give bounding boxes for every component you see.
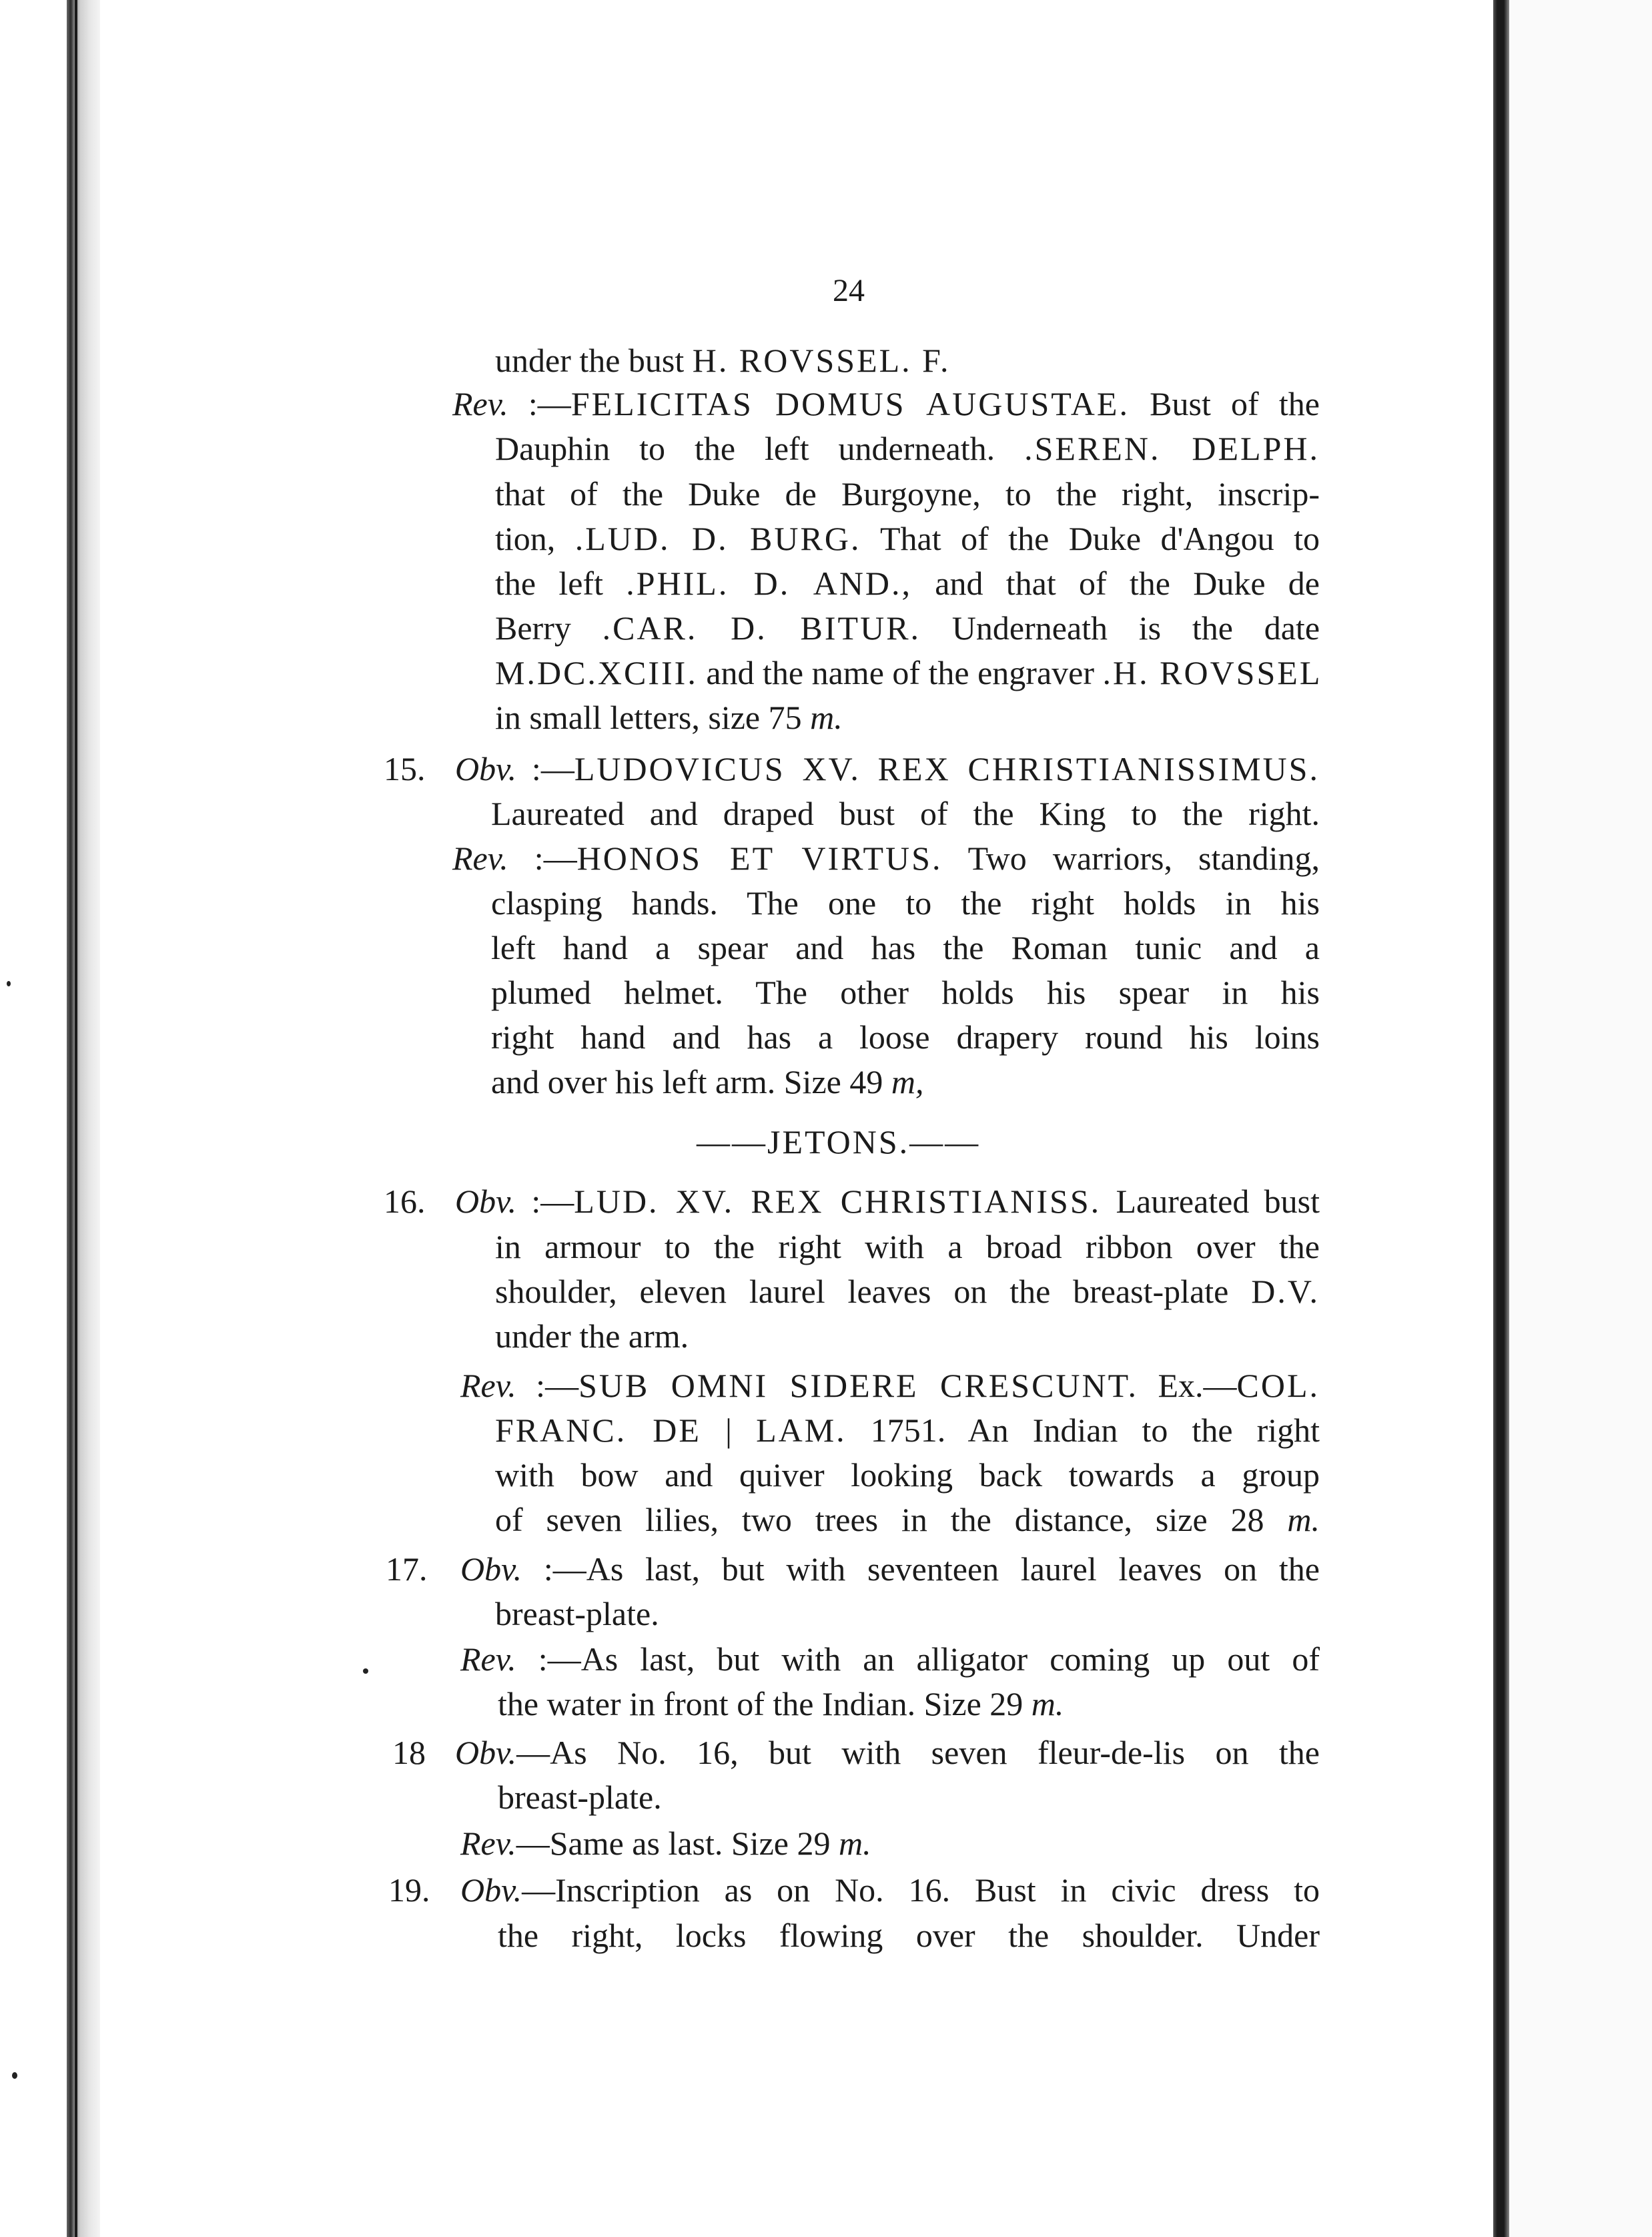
right-binding-shadow <box>1493 0 1509 2237</box>
text-line: clasping hands. The one to the right holds in his <box>491 884 1320 922</box>
text-line: Rev. :—As last, but with an alligator coming up out of <box>460 1640 1320 1678</box>
text-line: the water in front of the Indian. Size 29 m. <box>498 1685 1064 1722</box>
text-line: Rev.—Same as last. Size 29 m. <box>460 1825 871 1862</box>
text-line: left hand a spear and has the Roman tunic and a <box>491 929 1320 966</box>
text-line: Obv.—Inscription as on No. 16. Bust in civic dress to <box>460 1871 1320 1909</box>
text-line: in armour to the right with a broad ribbon over the <box>495 1228 1320 1265</box>
text-line: in small letters, size 75 m. <box>495 699 843 736</box>
facing-page-edge <box>1509 0 1652 2237</box>
text-line: Obv. :—LUDOVICUS XV. REX CHRISTIANISSIMUS. <box>455 750 1320 787</box>
text-line: Obv. :—LUD. XV. REX CHRISTIANISS. Laureated bust <box>455 1183 1320 1220</box>
text-line: FRANC. DE | LAM. 1751. An Indian to the right <box>495 1411 1320 1449</box>
text-line: Obv. :—As last, but with seventeen laurel leaves on the <box>460 1550 1320 1588</box>
text-line: shoulder, eleven laurel leaves on the breast-plate D.V. <box>495 1273 1320 1310</box>
text-line: plumed helmet. The other holds his spear in his <box>491 974 1320 1011</box>
text-line: Obv.—As No. 16, but with seven fleur-de-lis on the <box>455 1734 1320 1771</box>
text-line: breast-plate. <box>495 1595 659 1632</box>
item-number: 17. <box>386 1550 428 1588</box>
text-line: Laureated and draped bust of the King to the right. <box>491 795 1320 832</box>
text-line: breast-plate. <box>498 1779 662 1816</box>
text-line: the left .PHIL. D. AND., and that of the Duke de <box>495 565 1320 602</box>
text-line: and over his left arm. Size 49 m, <box>491 1063 924 1100</box>
text-line: with bow and quiver looking back towards a group <box>495 1456 1320 1494</box>
text-line: under the arm. <box>495 1317 689 1355</box>
text-line: Berry .CAR. D. BITUR. Underneath is the date <box>495 609 1320 647</box>
text-line: of seven lilies, two trees in the distance, size 28 m. <box>495 1501 1320 1538</box>
section-heading: ——JETONS.—— <box>697 1123 981 1161</box>
text-line: tion, .LUD. D. BURG. That of the Duke d'Angou to <box>495 520 1320 557</box>
text-line: under the bust H. ROVSSEL. F. <box>495 342 951 379</box>
left-binding-line <box>75 0 77 2237</box>
text-line: right hand and has a loose drapery round his loins <box>491 1018 1320 1056</box>
text-line: Dauphin to the left underneath. .SEREN. DELPH. <box>495 430 1320 467</box>
text-line: Rev. :—FELICITAS DOMUS AUGUSTAE. Bust of the <box>452 385 1320 422</box>
scan-speck <box>7 981 11 986</box>
page-number: 24 <box>833 273 865 308</box>
item-number: 16. <box>384 1183 426 1220</box>
text-line: that of the Duke de Burgoyne, to the right, inscrip- <box>495 475 1320 513</box>
text-line: the right, locks flowing over the shoulder. Under <box>498 1917 1320 1954</box>
left-binding-shadow <box>67 0 100 2237</box>
scan-speck <box>363 1668 368 1674</box>
text-line: Rev. :—HONOS ET VIRTUS. Two warriors, standing, <box>452 840 1320 877</box>
item-number: 15. <box>384 750 426 787</box>
text-line: M.DC.XCIII. and the name of the engraver .H. ROVSSEL <box>495 654 1322 691</box>
item-number: 19. <box>388 1871 430 1909</box>
text-line: Rev. :—SUB OMNI SIDERE CRESCUNT. Ex.—COL. <box>460 1367 1320 1404</box>
scan-speck <box>12 2072 17 2079</box>
item-number: 18 <box>392 1734 426 1771</box>
